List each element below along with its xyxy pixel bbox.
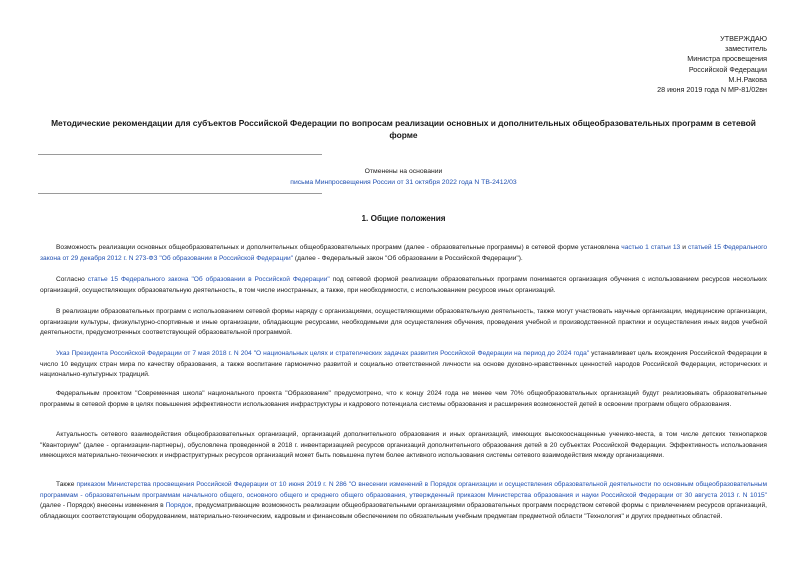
paragraph-text: (далее - Федеральный закон "Об образовании в Российской Федерации"). <box>293 254 523 262</box>
paragraph-7 <box>40 480 767 522</box>
paragraph-text: , предусматривающие возможность реализации общеобразовательными организациями образовательных программ посредством сетевой формы с привлечением ресурсов организаций, обладающих соответствующим оборудованием, материально-техническим, кадровым и финансовым обеспечением по обязательным учебным предметам предметной области "Технология" и других предметных областей. <box>40 502 768 520</box>
approval-position: заместитель <box>724 44 767 54</box>
paragraph-2 <box>40 275 767 296</box>
paragraph-4 <box>40 349 767 381</box>
paragraph-text: и <box>680 244 689 251</box>
paragraph-text: Также <box>56 481 77 488</box>
paragraph-3 <box>40 307 767 339</box>
paragraph-text: Возможность реализации основных общеобразовательных и дополнительных общеобразовательных программ (далее - образовательные программы) в сетевой форме установлена <box>56 244 622 251</box>
cancellation-text: Отменены на основании <box>364 168 443 175</box>
law-article-15-link[interactable]: статьей 15 Федерального закона от 29 декабря 2012 г. N 273-ФЗ "Об образовании в Российской Федерации" <box>40 244 768 262</box>
paragraph-6 <box>40 430 767 462</box>
paragraph-text: Согласно <box>56 276 88 283</box>
presidential-decree-link[interactable]: Указ Президента Российской Федерации от 7 мая 2018 г. N 204 "О национальных целях и стратегических задачах развития Российской Федерации на период до 2024 года" <box>56 350 590 357</box>
paragraph-text: под сетевой формой реализации образовательных программ понимается организация обучения с использованием ресурсов нескольких организаций, осуществляющих образовательную деятельность, в том числе иностранных, а также, при необходимости, с использованием ресурсов иных организаций. <box>40 276 767 294</box>
section-title: 1. Общие положения <box>361 214 446 223</box>
law-article-13-link[interactable]: частью 1 статьи 13 <box>621 244 681 251</box>
paragraph-5 <box>40 389 767 410</box>
paragraph-text: Актуальность сетевого взаимодействия общеобразовательных организаций, организаций дополнительного образования и иных организаций, имеющих высокооснащенные ученико-места, в том числе детских технопарков "Кванториум" (далее - организации-партнеры), обусловлена проведенной в 2018 г. инвентаризацией ресурсов организаций дополнительного образования детей в 20 субъектах Российской Федерации. Эффективность использования имеющихся материально-технических и инфраструктурных ресурсов организаций может быть повышена путем более активного использования системы сетевого взаимодействия между организациями. <box>40 431 767 460</box>
approval-signatory: М.Н.Ракова <box>728 74 767 84</box>
divider-bottom <box>38 193 322 194</box>
cancellation-note <box>250 166 557 188</box>
divider-top <box>38 154 322 155</box>
approval-heading: УТВЕРЖДАЮ <box>720 34 767 43</box>
paragraph-text: устанавливает цель вхождения Российской Федерации в число 10 ведущих стран мира по качеству образования, а также воспитание гармонично развитой и социально ответственной личности на основе духовно-нравственных ценностей народов Российской Федерации, исторических и национально-культурных традиций. <box>40 350 767 379</box>
paragraph-text: Федеральным проектом "Современная школа" национального проекта "Образование" предусмотрено, что к концу 2024 года не менее чем 70% общеобразовательных организаций будут реализовывать образовательные программы в сетевой форме в целях повышения эффективности использования инфраструктуры и кадрового потенциала системы образования и расширения возможностей детей в освоении программ общего образования. <box>40 390 767 408</box>
approval-country: Российской Федерации <box>688 64 767 74</box>
paragraph-text: В реализации образовательных программ с использованием сетевой формы наряду с организациями, осуществляющими образовательную деятельность, также могут участвовать научные организации, медицинские организации, организации культуры, физкультурно-спортивные и иные организации, обладающие ресурсами, необходимыми для осуществления обучения, проведения учебной и производственной практики и осуществления иных видов учебной деятельности, предусмотренных соответствующей образовательной программой. <box>40 308 767 337</box>
law-article-15-link[interactable]: статье 15 Федерального закона "Об образовании в Российской Федерации" <box>87 276 330 283</box>
approval-ministry: Министра просвещения <box>687 54 767 64</box>
cancellation-link[interactable]: письма Минпросвещения России от 31 октября 2022 года N ТВ-2412/03 <box>290 179 517 186</box>
procedure-link[interactable]: Порядок <box>165 502 192 510</box>
approval-block <box>567 34 767 95</box>
paragraph-1 <box>40 243 767 264</box>
document-title: Методические рекомендации для субъектов Российской Федерации по вопросам реализации основных и дополнительных общеобразовательных программ в сетевой форме <box>51 118 756 140</box>
approval-date-number: 28 июня 2019 года N МР-81/02вн <box>657 85 767 95</box>
paragraph-text: (далее - Порядок) внесены изменения в <box>40 502 166 510</box>
ministry-order-link[interactable]: приказом Министерства просвещения Российской Федерации от 10 июня 2019 г. N 286 "О внесении изменений в Порядок организации и осуществления образовательной деятельности по основным общеобразовательным программам - образовательным программам начального общего, основного общего и среднего общего образования, утвержденный приказом Министерства образования и науки Российской Федерации от 30 августа 2013 г. N 1015" <box>40 481 767 499</box>
